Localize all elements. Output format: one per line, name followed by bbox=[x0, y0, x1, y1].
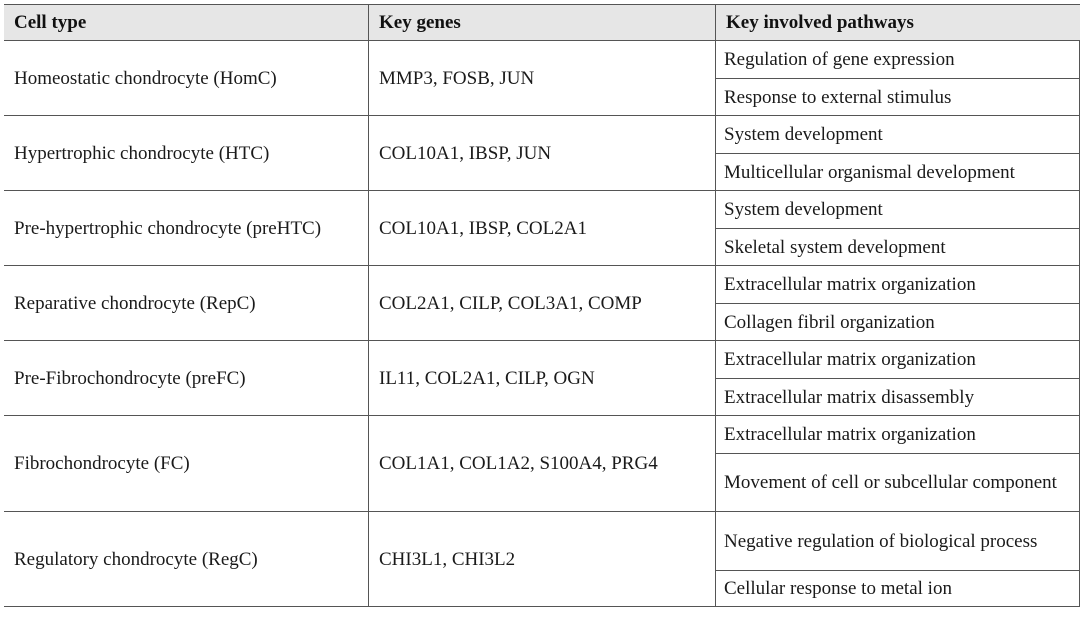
pathway: Extracellular matrix disassembly bbox=[716, 378, 1079, 415]
pathway: System development bbox=[724, 199, 883, 220]
pathways bbox=[715, 41, 1080, 115]
table-header bbox=[4, 4, 1080, 41]
pathway: Extracellular matrix organization bbox=[724, 274, 976, 295]
header-key-pathways: Key involved pathways bbox=[715, 5, 1080, 40]
pathway: Response to external stimulus bbox=[716, 78, 1079, 115]
table-row bbox=[4, 41, 1080, 116]
pathways bbox=[715, 341, 1080, 415]
pathway: Extracellular matrix organization bbox=[724, 349, 976, 370]
table-row bbox=[4, 512, 1080, 606]
table-row bbox=[4, 116, 1080, 191]
pathway: Negative regulation of biological process bbox=[724, 530, 1038, 552]
pathway: Regulation of gene expression bbox=[724, 49, 955, 70]
table-row bbox=[4, 416, 1080, 512]
key-genes: COL10A1, IBSP, JUN bbox=[368, 116, 715, 190]
cell-type: Regulatory chondrocyte (RegC) bbox=[14, 548, 258, 570]
key-genes: IL11, COL2A1, CILP, OGN bbox=[368, 341, 715, 415]
key-genes: COL1A1, COL1A2, S100A4, PRG4 bbox=[368, 416, 715, 511]
header-cell-type: Cell type bbox=[14, 11, 87, 33]
cell-type: Hypertrophic chondrocyte (HTC) bbox=[14, 142, 270, 164]
pathways bbox=[715, 416, 1080, 511]
cell-type: Fibrochondrocyte (FC) bbox=[14, 453, 190, 474]
pathway: Cellular response to metal ion bbox=[716, 570, 1079, 606]
pathways bbox=[715, 191, 1080, 265]
cell-type: Reparative chondrocyte (RepC) bbox=[14, 292, 256, 314]
cell-type: Pre-Fibrochondrocyte (preFC) bbox=[14, 367, 246, 389]
key-genes: CHI3L1, CHI3L2 bbox=[368, 512, 715, 606]
pathway: Movement of cell or subcellular component bbox=[716, 453, 1079, 511]
table-row bbox=[4, 266, 1080, 341]
pathway: Extracellular matrix organization bbox=[724, 424, 976, 445]
cell-type: Homeostatic chondrocyte (HomC) bbox=[14, 67, 277, 89]
pathways bbox=[715, 512, 1080, 606]
table-row bbox=[4, 191, 1080, 266]
header-key-genes: Key genes bbox=[368, 5, 715, 40]
pathway: Multicellular organismal development bbox=[716, 153, 1079, 190]
pathway: Skeletal system development bbox=[716, 228, 1079, 265]
pathways bbox=[715, 116, 1080, 190]
cell-type-table bbox=[4, 4, 1080, 607]
table-row bbox=[4, 341, 1080, 416]
key-genes: MMP3, FOSB, JUN bbox=[368, 41, 715, 115]
cell-type: Pre-hypertrophic chondrocyte (preHTC) bbox=[14, 217, 322, 239]
pathway: Collagen fibril organization bbox=[716, 303, 1079, 340]
pathways bbox=[715, 266, 1080, 340]
key-genes: COL2A1, CILP, COL3A1, COMP bbox=[368, 266, 715, 340]
pathway: System development bbox=[724, 124, 883, 145]
key-genes: COL10A1, IBSP, COL2A1 bbox=[368, 191, 715, 265]
